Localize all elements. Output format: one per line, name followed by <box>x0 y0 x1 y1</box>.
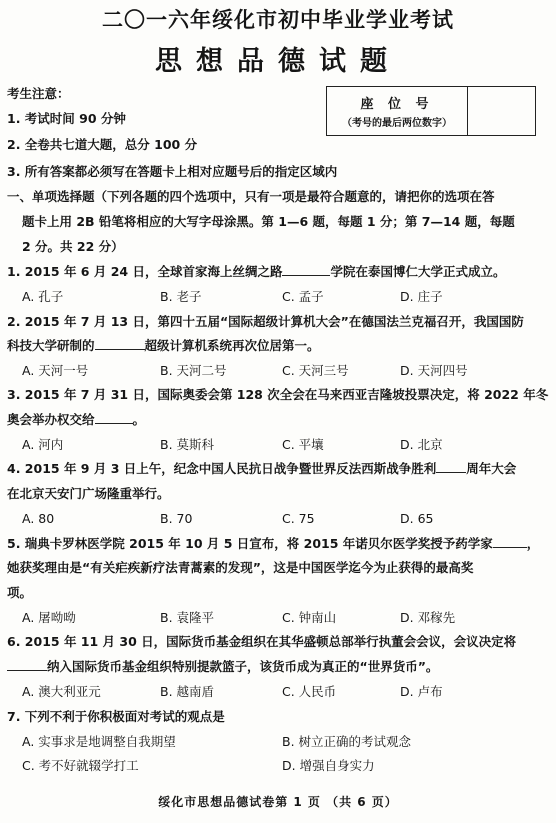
question-3-option-d: D. 北京 <box>400 437 443 452</box>
answer-blank <box>7 659 47 671</box>
question-2-option-a: A. 天河一号 <box>22 363 89 378</box>
section-heading-line-3: 2 分。共 22 分） <box>22 239 124 254</box>
question-4-text-end: 周年大会 <box>466 461 517 476</box>
question-5-option-c: C. 钟南山 <box>282 610 337 625</box>
answer-blank <box>95 412 133 424</box>
question-1-option-c: C. 孟子 <box>282 289 324 304</box>
question-5-stem-cont: 她获奖理由是“有关疟疾新疗法青蒿素的发现”，这是中国医学迄今为止获得的最高奖 <box>7 560 474 575</box>
question-7-option-a: A. 实事求是地调整自我期望 <box>22 734 176 749</box>
seat-number-label-cell <box>327 87 468 135</box>
question-5-stem-cont-2: 项。 <box>7 585 33 600</box>
question-1-option-b: B. 老子 <box>160 289 202 304</box>
question-2-stem: 2. 2015 年 7 月 13 日，第四十五届“国际超级计算机大会”在德国法兰克福召开，我国国防 <box>7 314 524 329</box>
question-7-stem: 7. 下列不利于你积极面对考试的观点是 <box>7 709 225 724</box>
question-4-option-b: B. 70 <box>160 511 193 526</box>
question-5-option-a: A. 屠呦呦 <box>22 610 76 625</box>
question-7-option-c: C. 考不好就辍学打工 <box>22 758 139 773</box>
question-4-stem-cont: 在北京天安门广场隆重举行。 <box>7 486 170 501</box>
notice-heading: 考生注意： <box>7 86 70 101</box>
question-6-option-a: A. 澳大利亚元 <box>22 684 101 699</box>
question-3-option-a: A. 河内 <box>22 437 64 452</box>
question-4-option-c: C. 75 <box>282 511 315 526</box>
notice-item-1: 1. 考试时间 90 分钟 <box>7 111 126 126</box>
question-5-option-b: B. 袁隆平 <box>160 610 215 625</box>
question-3-text-end: 。 <box>132 412 146 427</box>
question-3-stem: 3. 2015 年 7 月 31 日，国际奥委会第 128 次全会在马来西亚吉隆坡投票决定，将 2022 年冬 <box>7 387 549 402</box>
question-6-stem: 6. 2015 年 11 月 30 日，国际货币基金组织在其华盛顿总部举行执董会会议，会议决定将 <box>7 634 517 649</box>
answer-blank <box>95 338 145 350</box>
question-2-text-end: 超级计算机系统再次位居第一。 <box>144 338 320 353</box>
question-2-option-d: D. 天河四号 <box>400 363 468 378</box>
question-4-stem <box>7 461 516 477</box>
question-1-text: 1. 2015 年 6 月 24 日，全球首家海上丝绸之路 <box>7 264 283 279</box>
seat-number-box <box>326 86 536 136</box>
notice-item-3: 3. 所有答案都必须写在答题卡上相对应题号后的指定区域内 <box>7 164 338 179</box>
question-6-option-c: C. 人民币 <box>282 684 337 699</box>
exam-title: 二〇一六年绥化市初中毕业学业考试 <box>102 7 454 32</box>
question-2-text: 科技大学研制的 <box>7 338 95 353</box>
question-3-option-b: B. 莫斯科 <box>160 437 215 452</box>
question-1-stem <box>7 264 505 280</box>
page-footer: 绥化市思想品德试卷第 1 页 （共 6 页） <box>158 795 398 809</box>
seat-number-note: （考号的最后两位数字） <box>342 118 452 129</box>
question-1-text-end: 学院在泰国博仁大学正式成立。 <box>330 264 506 279</box>
question-4-text: 4. 2015 年 9 月 3 日上午，纪念中国人民抗日战争暨世界反法西斯战争胜利 <box>7 461 437 476</box>
question-2-option-b: B. 天河二号 <box>160 363 227 378</box>
question-4-option-a: A. 80 <box>22 511 55 526</box>
question-5-text: 5. 瑞典卡罗林医学院 2015 年 10 月 5 日宣布，将 2015 年诺贝尔医学奖授予药学家 <box>7 536 493 551</box>
question-6-text-end: 纳入国际货币基金组织特别提款篮子，该货币成为真正的“世界货币”。 <box>47 659 439 674</box>
question-7-option-b: B. 树立正确的考试观念 <box>282 734 412 749</box>
question-1-option-d: D. 庄子 <box>400 289 443 304</box>
notice-item-2: 2. 全卷共七道大题，总分 100 分 <box>7 137 198 152</box>
section-heading-line-2: 题卡上用 2B 铅笔将相应的大写字母涂黑。第 1—6 题，每题 1 分；第 7—14 题，每题 <box>22 214 515 229</box>
question-1-option-a: A. 孔子 <box>22 289 64 304</box>
seat-number-label: 座 位 号 <box>360 97 434 112</box>
question-2-option-c: C. 天河三号 <box>282 363 349 378</box>
seat-number-field[interactable] <box>468 87 535 135</box>
answer-blank <box>436 461 466 473</box>
question-6-option-d: D. 卢布 <box>400 684 443 699</box>
question-4-option-d: D. 65 <box>400 511 434 526</box>
subject-title: 思想品德试题 <box>155 46 401 77</box>
question-5-text-end: ， <box>526 536 540 551</box>
answer-blank <box>493 536 527 548</box>
question-3-option-c: C. 平壤 <box>282 437 324 452</box>
question-3-stem-cont <box>7 412 145 428</box>
question-5-stem <box>7 536 539 552</box>
question-3-text: 奥会举办权交给 <box>7 412 95 427</box>
question-7-option-d: D. 增强自身实力 <box>282 758 375 773</box>
question-6-option-b: B. 越南盾 <box>160 684 215 699</box>
question-5-option-d: D. 邓稼先 <box>400 610 456 625</box>
answer-blank <box>282 264 330 276</box>
question-6-stem-cont <box>7 659 438 675</box>
section-heading-line-1: 一、单项选择题（下列各题的四个选项中，只有一项是最符合题意的，请把你的选项在答 <box>7 189 495 204</box>
question-2-stem-cont <box>7 338 320 354</box>
